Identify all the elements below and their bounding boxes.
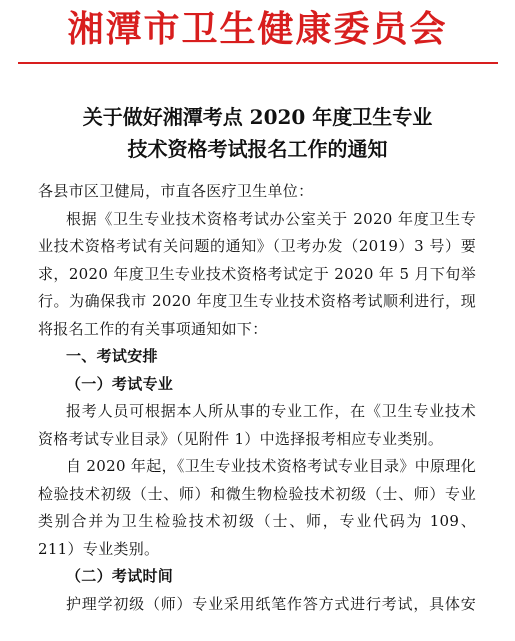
masthead-title: 湘潭市卫生健康委员会: [67, 9, 448, 50]
masthead-divider: [18, 62, 498, 64]
salutation: 各县市区卫健局，市直各医疗卫生单位：: [38, 182, 314, 200]
intro-line: 根据《卫生专业技术资格考试办公室关于 2020 年度卫生专: [66, 209, 476, 228]
paragraph-line: 护理学初级（师）专业采用纸笔作答方式进行考试，具体安: [66, 594, 476, 613]
paragraph-line: 报考人员可根据本人所从事的专业工作，在《卫生专业技术: [66, 402, 476, 420]
intro-line: 将报名工作的有关事项通知如下：: [38, 319, 268, 338]
paragraph-line: 自 2020 年起，《卫生专业技术资格考试专业目录》中原理化: [66, 457, 476, 475]
intro-line: 行。为确保我市 2020 年度卫生专业技术资格考试顺利进行，现: [38, 292, 476, 310]
subsection-heading: （二）考试时间: [66, 567, 174, 585]
section-heading: 一、考试安排: [66, 347, 158, 365]
paragraph-line: 检验技术初级（士、师）和微生物检验技术初级（士、师）专业: [38, 484, 476, 503]
paragraph-line: 类别合并为卫生检验技术初级（士、师，专业代码为 109、: [38, 512, 476, 530]
document-title-line-1: 关于做好湘潭考点 2020 年度卫生专业: [82, 105, 433, 129]
intro-line: 业技术资格考试有关问题的通知》（卫考办发（2019）3 号）要: [38, 237, 476, 255]
intro-line: 求，2020 年度卫生专业技术资格考试定于 2020 年 5 月下旬举: [38, 264, 476, 283]
paragraph-line: 资格考试专业目录》（见附件 1）中选择报考相应专业类别。: [38, 429, 444, 448]
subsection-heading: （一）考试专业: [66, 374, 174, 393]
document-body: [38, 178, 476, 618]
paragraph-line: 211）专业类别。: [38, 539, 160, 558]
document-title-line-2: 技术资格考试报名工作的通知: [127, 137, 388, 161]
